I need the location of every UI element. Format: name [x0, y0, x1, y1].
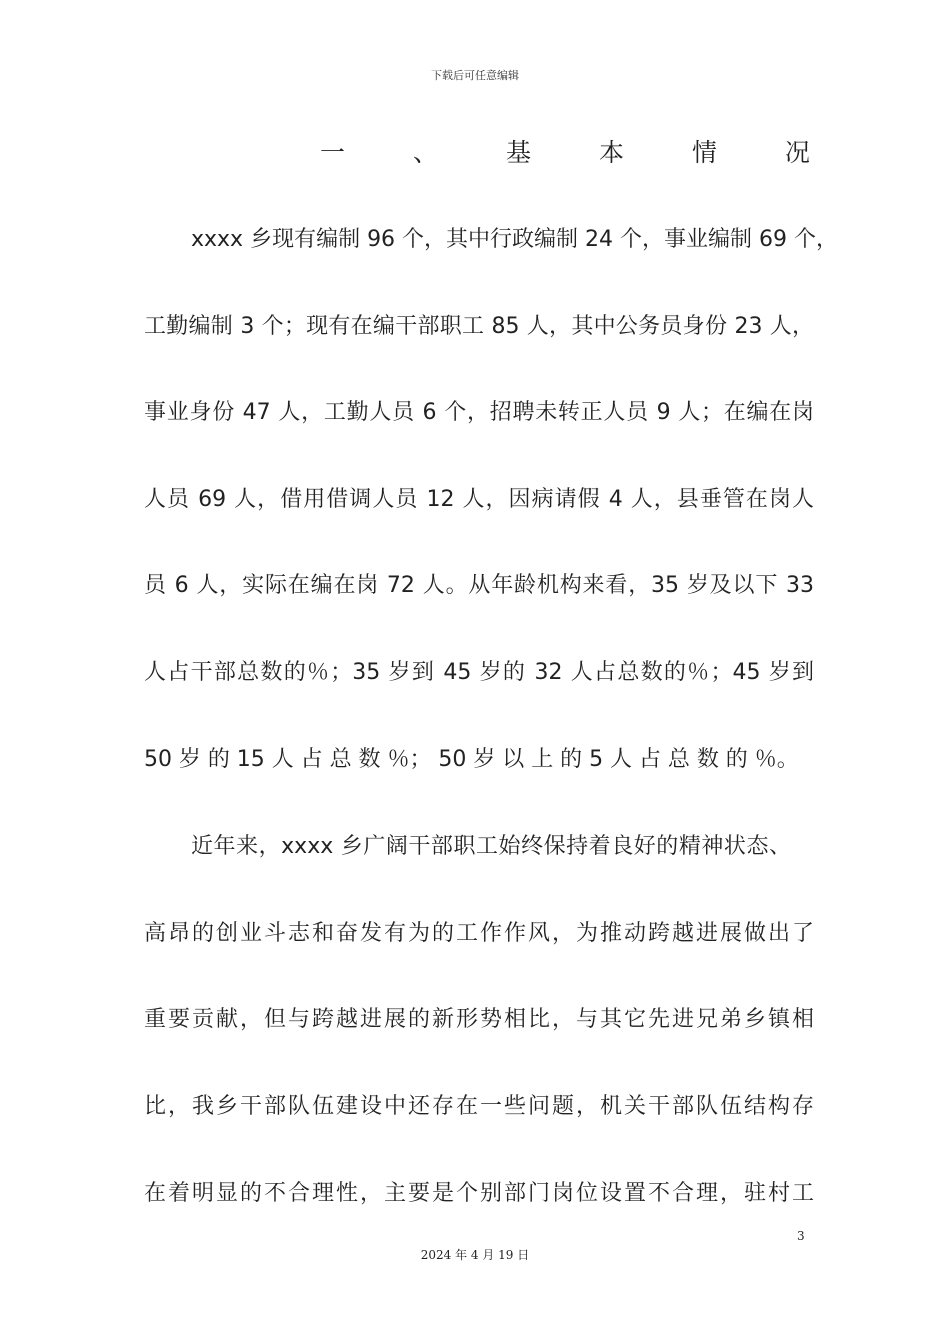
word: 占: [300, 747, 323, 772]
word: 的: [725, 747, 748, 772]
heading-char: 、: [412, 138, 438, 167]
word: 总: [667, 747, 690, 772]
word: 50: [144, 747, 172, 772]
word: 岁: [178, 747, 201, 772]
page-number: 3: [797, 1229, 805, 1243]
paragraph-line: 事业身份 47 人，工勤人员 6 个，招聘未转正人员 9 人；在编在岗: [144, 400, 814, 425]
paragraph-line: 员 6 人，实际在编在岗 72 人。从年龄机构来看，35 岁及以下 33: [144, 573, 814, 598]
word: 5: [589, 747, 604, 772]
word: 的: [560, 747, 583, 772]
word: ％；: [387, 747, 432, 772]
word: 占: [638, 747, 661, 772]
heading-char: 本: [598, 138, 624, 167]
heading-char: 况: [784, 138, 810, 167]
paragraph-line: 人员 69 人，借用借调人员 12 人，因病请假 4 人，县垂管在岗人: [144, 487, 814, 512]
paragraph-line: 近年来，xxxx 乡广阔干部职工始终保持着良好的精神状态、: [191, 834, 791, 859]
paragraph-line: 人占干部总数的％；35 岁到 45 岁的 32 人占总数的％；45 岁到: [144, 660, 814, 685]
word: 数: [358, 747, 381, 772]
header-note: 下载后可任意编辑: [431, 69, 519, 82]
word: 的: [207, 747, 230, 772]
section-heading: [320, 133, 810, 169]
word: 50: [438, 747, 467, 772]
heading-char: 基: [505, 138, 531, 167]
word: 人: [610, 747, 633, 772]
paragraph-line: 比，我乡干部队伍建设中还存在一些问题，机关干部队伍结构存: [144, 1094, 814, 1119]
word: ％。: [754, 747, 799, 772]
paragraph-line: xxxx 乡现有编制 96 个，其中行政编制 24 个，事业编制 69 个，: [191, 227, 839, 252]
word: 总: [329, 747, 352, 772]
paragraph-last-line: [144, 745, 799, 775]
word: 上: [531, 747, 554, 772]
paragraph-line: 在着明显的不合理性，主要是个别部门岗位设置不合理，驻村工: [144, 1181, 814, 1206]
paragraph-line: 工勤编制 3 个；现有在编干部职工 85 人，其中公务员身份 23 人，: [144, 314, 814, 339]
heading-char: 一: [320, 138, 346, 167]
word: 岁: [473, 747, 496, 772]
word: 以: [502, 747, 525, 772]
heading-char: 情: [691, 138, 717, 167]
paragraph-line: 重要贡献，但与跨越进展的新形势相比，与其它先进兄弟乡镇相: [144, 1007, 814, 1032]
word: 15: [236, 747, 265, 772]
word: 数: [696, 747, 719, 772]
footer-date: 2024 年 4 月 19 日: [420, 1248, 530, 1262]
word: 人: [271, 747, 294, 772]
paragraph-line: 高昂的创业斗志和奋发有为的工作作风，为推动跨越进展做出了: [144, 921, 814, 946]
